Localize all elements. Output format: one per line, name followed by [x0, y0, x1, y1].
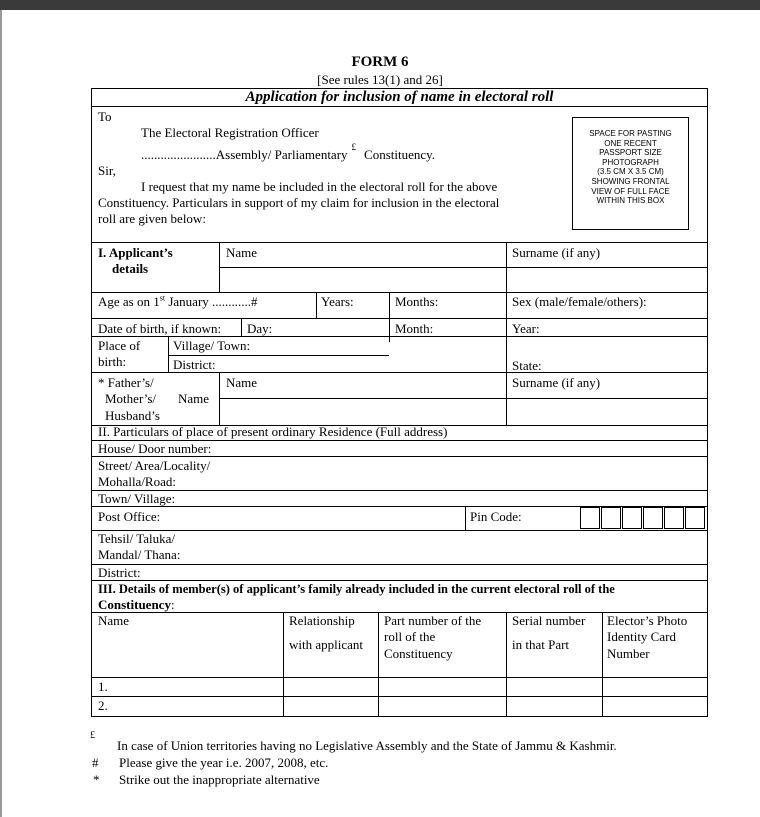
letter-line-3: roll are given below:: [98, 211, 206, 226]
district-label: District:: [173, 357, 216, 372]
col-name: Name: [98, 613, 130, 628]
years-label: Years:: [321, 294, 354, 309]
letter-constituency: .......................Assembly/ Parliamentary £ Constituency.: [141, 142, 436, 162]
viewer-top-bar: [0, 0, 760, 10]
sex-label: Sex (male/female/others):: [512, 294, 647, 309]
footnote-mark: #: [92, 755, 99, 770]
footnote-text: In case of Union territories having no Legislative Assembly and the State of Jammu & Kashmir.: [117, 738, 617, 753]
pin-digit-box[interactable]: [664, 507, 684, 529]
year-label: Year:: [512, 321, 540, 336]
frame-left: [91, 88, 92, 716]
pob-label: Place of: [98, 338, 141, 353]
relative-label: * Father’s/: [98, 375, 154, 390]
section3-heading: III. Details of member(s) of applicant’s family already included in the current electoral roll of the: [98, 582, 615, 596]
table-row: 1.: [98, 679, 108, 694]
pin-digit-box[interactable]: [622, 507, 642, 529]
pin-digit-box[interactable]: [685, 507, 705, 529]
heading-rule: [91, 106, 708, 107]
state-label: State:: [512, 358, 542, 373]
letter-to: To: [98, 109, 112, 124]
relative-name-label: Name: [226, 375, 258, 390]
applicant-surname-label: Surname (if any): [512, 245, 601, 260]
section1-heading: I. Applicant’s: [98, 245, 173, 260]
pin-digit-box[interactable]: [580, 507, 600, 529]
letter-line-1: I request that my name be included in the electoral roll for the above: [141, 179, 498, 194]
section2-heading: II. Particulars of place of present ordinary Residence (Full address): [98, 424, 448, 439]
col-serial-number: Serial number: [512, 613, 586, 628]
form-heading: Application for inclusion of name in electoral roll: [245, 89, 554, 105]
frame-bottom: [91, 716, 708, 717]
residence-district-label: District:: [98, 565, 141, 580]
tehsil-label: Tehsil/ Taluka/: [98, 531, 176, 546]
pin-digit-box[interactable]: [643, 507, 663, 529]
pin-digit-box[interactable]: [601, 507, 621, 529]
applicant-name-label: Name: [226, 245, 258, 260]
letter-officer: The Electoral Registration Officer: [141, 125, 319, 140]
section1-top-rule: [91, 242, 708, 243]
col-relationship: Relationship: [289, 613, 355, 628]
form-rules: [See rules 13(1) and 26]: [317, 72, 443, 87]
pound-mark: £: [351, 142, 357, 152]
months-label: Months:: [395, 294, 439, 309]
street-label: Street/ Area/Locality/: [98, 458, 211, 473]
month-label: Month:: [395, 321, 434, 336]
photo-box[interactable]: SPACE FOR PASTING ONE RECENT PASSPORT SIZE PHOTOGRAPH (3.5 CM X 3.5 CM) SHOWING FRONTAL VIEW OF FULL FACE WITHIN THIS BOX: [572, 117, 689, 230]
house-label: House/ Door number:: [98, 441, 212, 456]
town-label: Town/ Village:: [98, 491, 176, 506]
age-label: Age as on 1st January ............#: [98, 293, 258, 309]
footnote-text: Please give the year i.e. 2007, 2008, etc.: [119, 755, 329, 770]
post-office-label: Post Office:: [98, 509, 161, 524]
footnote-text: Strike out the inappropriate alternative: [119, 772, 320, 787]
village-label: Village/ Town:: [173, 338, 251, 353]
table-row: 2.: [98, 698, 108, 713]
footnote-mark: £: [90, 730, 95, 741]
col-epic: Elector’s Photo: [607, 613, 688, 628]
day-label: Day:: [247, 321, 273, 336]
letter-salutation: Sir,: [98, 163, 116, 178]
relative-surname-label: Surname (if any): [512, 375, 601, 390]
col-part-number: Part number of the: [384, 613, 482, 628]
footnote-mark: *: [93, 772, 100, 787]
form-title: FORM 6: [351, 54, 409, 70]
dob-label: Date of birth, if known:: [98, 321, 222, 336]
pin-code-label: Pin Code:: [470, 509, 522, 524]
frame-right: [707, 88, 708, 716]
page-left-edge: [0, 10, 2, 817]
letter-line-2: Constituency. Particulars in support of my claim for inclusion in the electoral: [98, 195, 500, 210]
